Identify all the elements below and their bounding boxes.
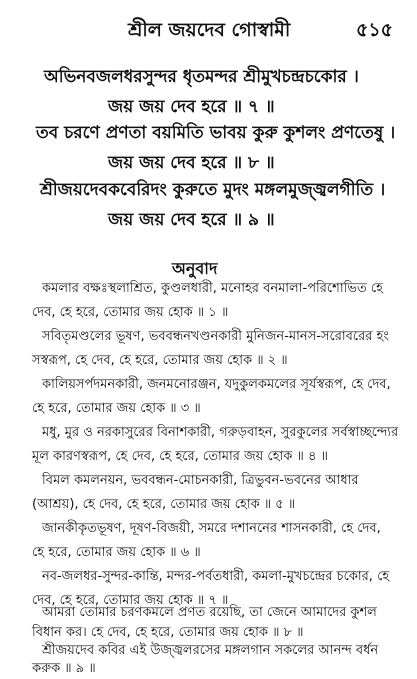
verse-line: শ্রীজয়দেবকবেরিদং কুরুতে মুদং মঙ্গলমুজ্জ্বলগীতি । <box>40 180 386 200</box>
translation-line: বিমল কমলনয়ন, ভববন্ধন-মোচনকারী, ত্রিভুবন-ভবনের আধার <box>42 473 359 488</box>
page-number: ৫১৫ <box>356 19 393 41</box>
verse-refrain: জয় জয় দেব হরে ॥ ৯ ॥ <box>108 210 275 230</box>
verse-refrain: জয় জয় দেব হরে ॥ ৮ ॥ <box>108 153 275 173</box>
translation-line: জানকীকৃতভূষণ, দূষণ-বিজয়ী, সমরে দশাননের শাসনকারী, হে দেব, <box>42 521 381 536</box>
verse-refrain: জয় জয় দেব হরে ॥ ৭ ॥ <box>108 97 275 117</box>
translation-line: দেব, হে হরে, তোমার জয় হোক ॥ ১ ॥ <box>32 305 229 320</box>
translation-line: নব-জলধর-সুন্দর-কান্তি, মন্দর-পর্বতধারী, কমলা-মুখচন্দ্রের চকোর, হে <box>42 569 390 584</box>
translation-line: বিধান কর। হে দেব, হে হরে, তোমার জয় হোক ॥ ৮ ॥ <box>32 625 304 640</box>
translation-line: হে হরে, তোমার জয় হোক ॥ ৩ ॥ <box>32 401 201 416</box>
verse-line: অভিনবজলধরসুন্দর ধৃতমন্দর শ্রীমুখচন্দ্রচকোর । <box>44 67 359 87</box>
translation-line: কালিয়সর্পদমনকারী, জনমনোরঞ্জন, যদুকুলকমলের সূর্যস্বরূপ, হে দেব, <box>42 377 391 392</box>
translation-line: (আশ্রয়), হে দেব, হে হরে, তোমার জয় হোক ॥ ৫ ॥ <box>32 497 296 512</box>
translation-line: কমলার বক্ষঃস্থলাশ্রিত, কুণ্ডলধারী, মনোহর বনমালা-পরিশোভিত হে <box>42 281 383 296</box>
translation-line: মধু, মুর ও নরকাসুরের বিনাশকারী, গরুড়বাহন, সুরকুলের সর্বস্বাচ্ছন্দ্যের <box>42 425 399 440</box>
translation-line: দেব, হে হরে, তোমার জয় হোক ॥ ৭ ॥ <box>32 593 229 608</box>
translation-line: সস্বরূপ, হে দেব, হে হরে, তোমার জয় হোক ॥ ২ ॥ <box>32 353 288 368</box>
translation-heading: অনুবাদ <box>172 259 218 278</box>
translation-line: আমরা তোমার চরণকমলে প্রণত রয়েছি, তা জেনে আমাদের কুশল <box>42 605 377 620</box>
verse-line: তব চরণে প্রণতা বয়মিতি ভাবয় কুরু কুশলং প্রণতেষু । <box>36 123 396 143</box>
translation-line: সবিতৃমণ্ডলের ভূষণ, ভববন্ধনখণ্ডনকারী মুনিজন-মানস-সরোবরের হং <box>42 329 389 344</box>
translation-line: শ্রীজয়দেব কবির এই উজ্জ্বলরসের মঙ্গলগান সকলের আনন্দ বর্ধন <box>42 643 379 658</box>
translation-line: করুক ॥ ৯ ॥ <box>32 661 96 676</box>
page-header-title: শ্রীল জয়দেব গোস্বামী <box>128 19 291 41</box>
translation-line: মূল কারণস্বরূপ, হে দেব, হে হরে, তোমার জয় হোক ॥ ৪ ॥ <box>32 449 328 464</box>
translation-line: হে হরে, তোমার জয় হোক ॥ ৬ ॥ <box>32 545 201 560</box>
